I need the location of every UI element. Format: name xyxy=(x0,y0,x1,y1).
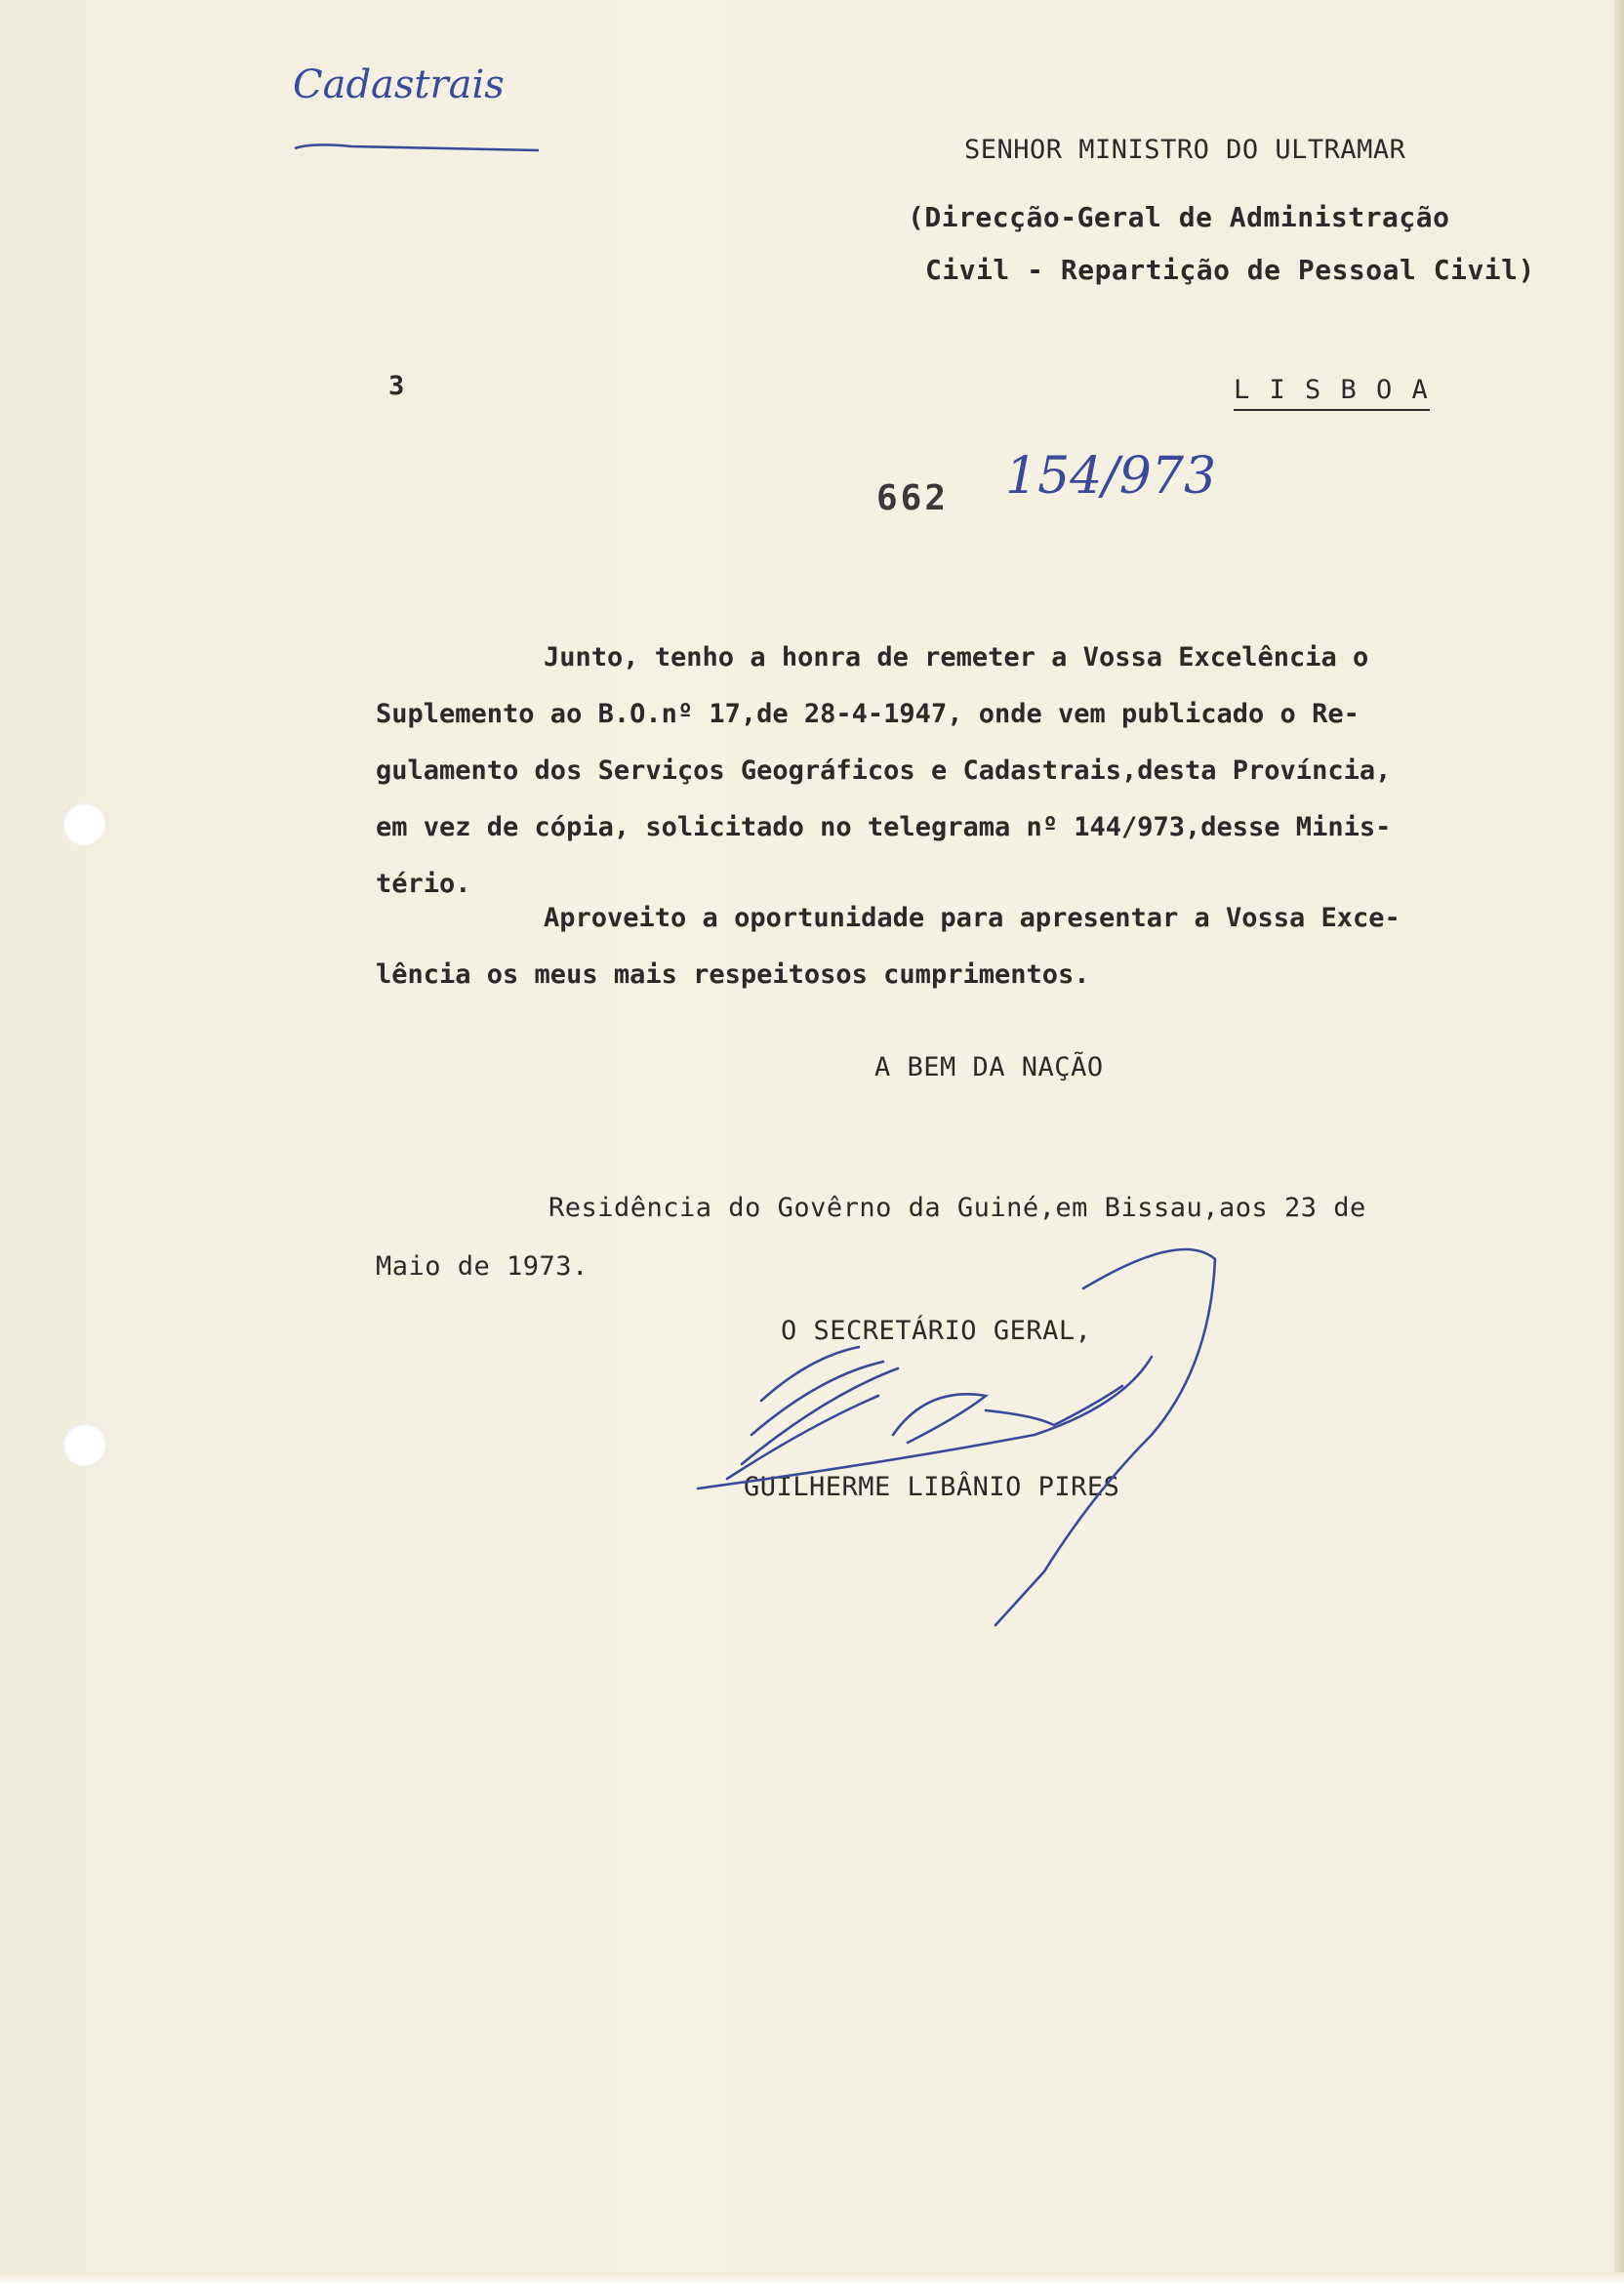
paragraph2-line: Aproveito a oportunidade para apresentar a Vossa Exce- xyxy=(544,903,1401,933)
stamp-number: 662 xyxy=(876,478,950,518)
place-date-line2: Maio de 1973. xyxy=(376,1251,589,1282)
place-date-line1: Residência do Govêrno da Guiné,em Bissau,aos 23 de xyxy=(548,1193,1366,1223)
handwritten-annotation: Cadastrais xyxy=(293,62,505,107)
paragraph1-line: em vez de cópia, solicitado no telegrama nº 144/973,desse Minis- xyxy=(376,812,1392,842)
city-text: L I S B O A xyxy=(1234,375,1430,411)
signatory-role: O SECRETÁRIO GERAL, xyxy=(781,1316,1092,1346)
signatory-name: GUILHERME LIBÂNIO PIRES xyxy=(744,1472,1120,1502)
paragraph1-line: gulamento dos Serviços Geográficos e Cadastrais,desta Província, xyxy=(376,755,1392,786)
paragraph1-line: tério. xyxy=(376,869,471,899)
handwritten-reference: 154/973 xyxy=(1005,447,1217,506)
addressee-department-line2: Civil - Repartição de Pessoal Civil) xyxy=(925,254,1535,286)
closing-formula: A BEM DA NAÇÃO xyxy=(874,1052,1104,1082)
paragraph1-line: Suplemento ao B.O.nº 17,de 28-4-1947, onde vem publicado o Re- xyxy=(376,699,1360,729)
addressee-title: SENHOR MINISTRO DO ULTRAMAR xyxy=(964,135,1406,165)
paragraph1-line: Junto, tenho a honra de remeter a Vossa Excelência o xyxy=(544,642,1369,673)
addressee-department-line1: (Direcção-Geral de Administração xyxy=(908,201,1450,233)
page-number: 3 xyxy=(388,371,405,401)
paragraph2-line: lência os meus mais respeitosos cumprimentos. xyxy=(376,959,1090,990)
